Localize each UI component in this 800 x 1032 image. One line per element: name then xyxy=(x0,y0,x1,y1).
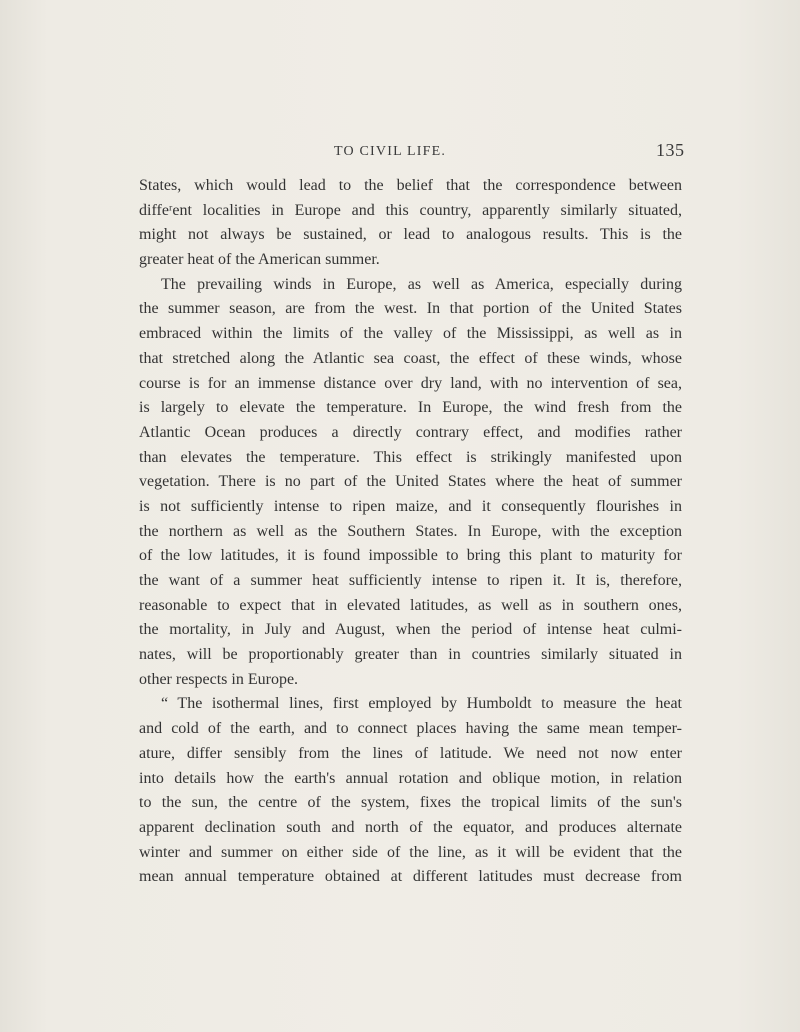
text-line: that stretched along the Atlantic sea coast, the effect of these winds, whose xyxy=(139,349,682,367)
text-line: the summer season, are from the west. In that portion of the United States xyxy=(139,300,682,318)
text-line: The prevailing winds in Europe, as well as America, especially during xyxy=(161,275,682,293)
text-line: winter and summer on either side of the line, as it will be evident that the xyxy=(139,843,682,861)
text-line: might not always be sustained, or lead to analogous results. This is the xyxy=(139,226,682,244)
text-line: ature, differ sensibly from the lines of latitude. We need not now enter xyxy=(139,744,682,762)
text-line: other respects in Europe. xyxy=(139,670,299,688)
text-line: vegetation. There is no part of the United States where the heat of summer xyxy=(139,473,682,491)
text-line: the mortality, in July and August, when the period of intense heat culmi- xyxy=(139,621,682,639)
text-line: nates, will be proportionably greater than in countries similarly situated in xyxy=(139,646,682,664)
text-line: the want of a summer heat sufficiently intense to ripen it. It is, therefore, xyxy=(139,572,682,589)
page-number: 135 xyxy=(656,140,685,160)
text-line: than elevates the temperature. This effect is strikingly manifested upon xyxy=(139,448,682,466)
text-line: the northern as well as the Southern States. In Europe, with the exception xyxy=(139,522,682,540)
text-line: is largely to elevate the temperature. In Europe, the wind fresh from the xyxy=(139,399,682,417)
page-header xyxy=(0,140,800,164)
running-title: TO CIVIL LIFE. xyxy=(334,144,447,159)
text-line: States, which would lead to the belief that the correspondence between xyxy=(139,177,682,194)
text-line: mean annual temperature obtained at different latitudes must decrease from xyxy=(139,868,682,886)
text-line: apparent declination south and north of the equator, and produces alternate xyxy=(139,818,682,836)
text-line: greater heat of the American summer. xyxy=(139,251,380,269)
text-line: reasonable to expect that in elevated latitudes, as well as in southern ones, xyxy=(139,596,682,614)
text-line: into details how the earth's annual rotation and oblique motion, in relation xyxy=(139,769,682,787)
text-line: Atlantic Ocean produces a directly contrary effect, and modifies rather xyxy=(139,423,682,441)
body-text xyxy=(139,174,682,890)
text-line: “ The isothermal lines, first employed by Humboldt to measure the heat xyxy=(161,695,682,713)
text-line: course is for an immense distance over dry land, with no intervention of sea, xyxy=(139,374,682,392)
text-line: to the sun, the centre of the system, fixes the tropical limits of the sun's xyxy=(139,794,682,812)
text-line: of the low latitudes, it is found impossible to bring this plant to maturity for xyxy=(139,547,682,565)
text-line: and cold of the earth, and to connect places having the same mean temper- xyxy=(139,720,682,738)
text-line: diffeʳent localities in Europe and this country, apparently similarly situated, xyxy=(139,201,682,219)
text-line: is not sufficiently intense to ripen maize, and it consequently flourishes in xyxy=(139,497,682,515)
text-line: embraced within the limits of the valley of the Mississippi, as well as in xyxy=(139,325,682,343)
